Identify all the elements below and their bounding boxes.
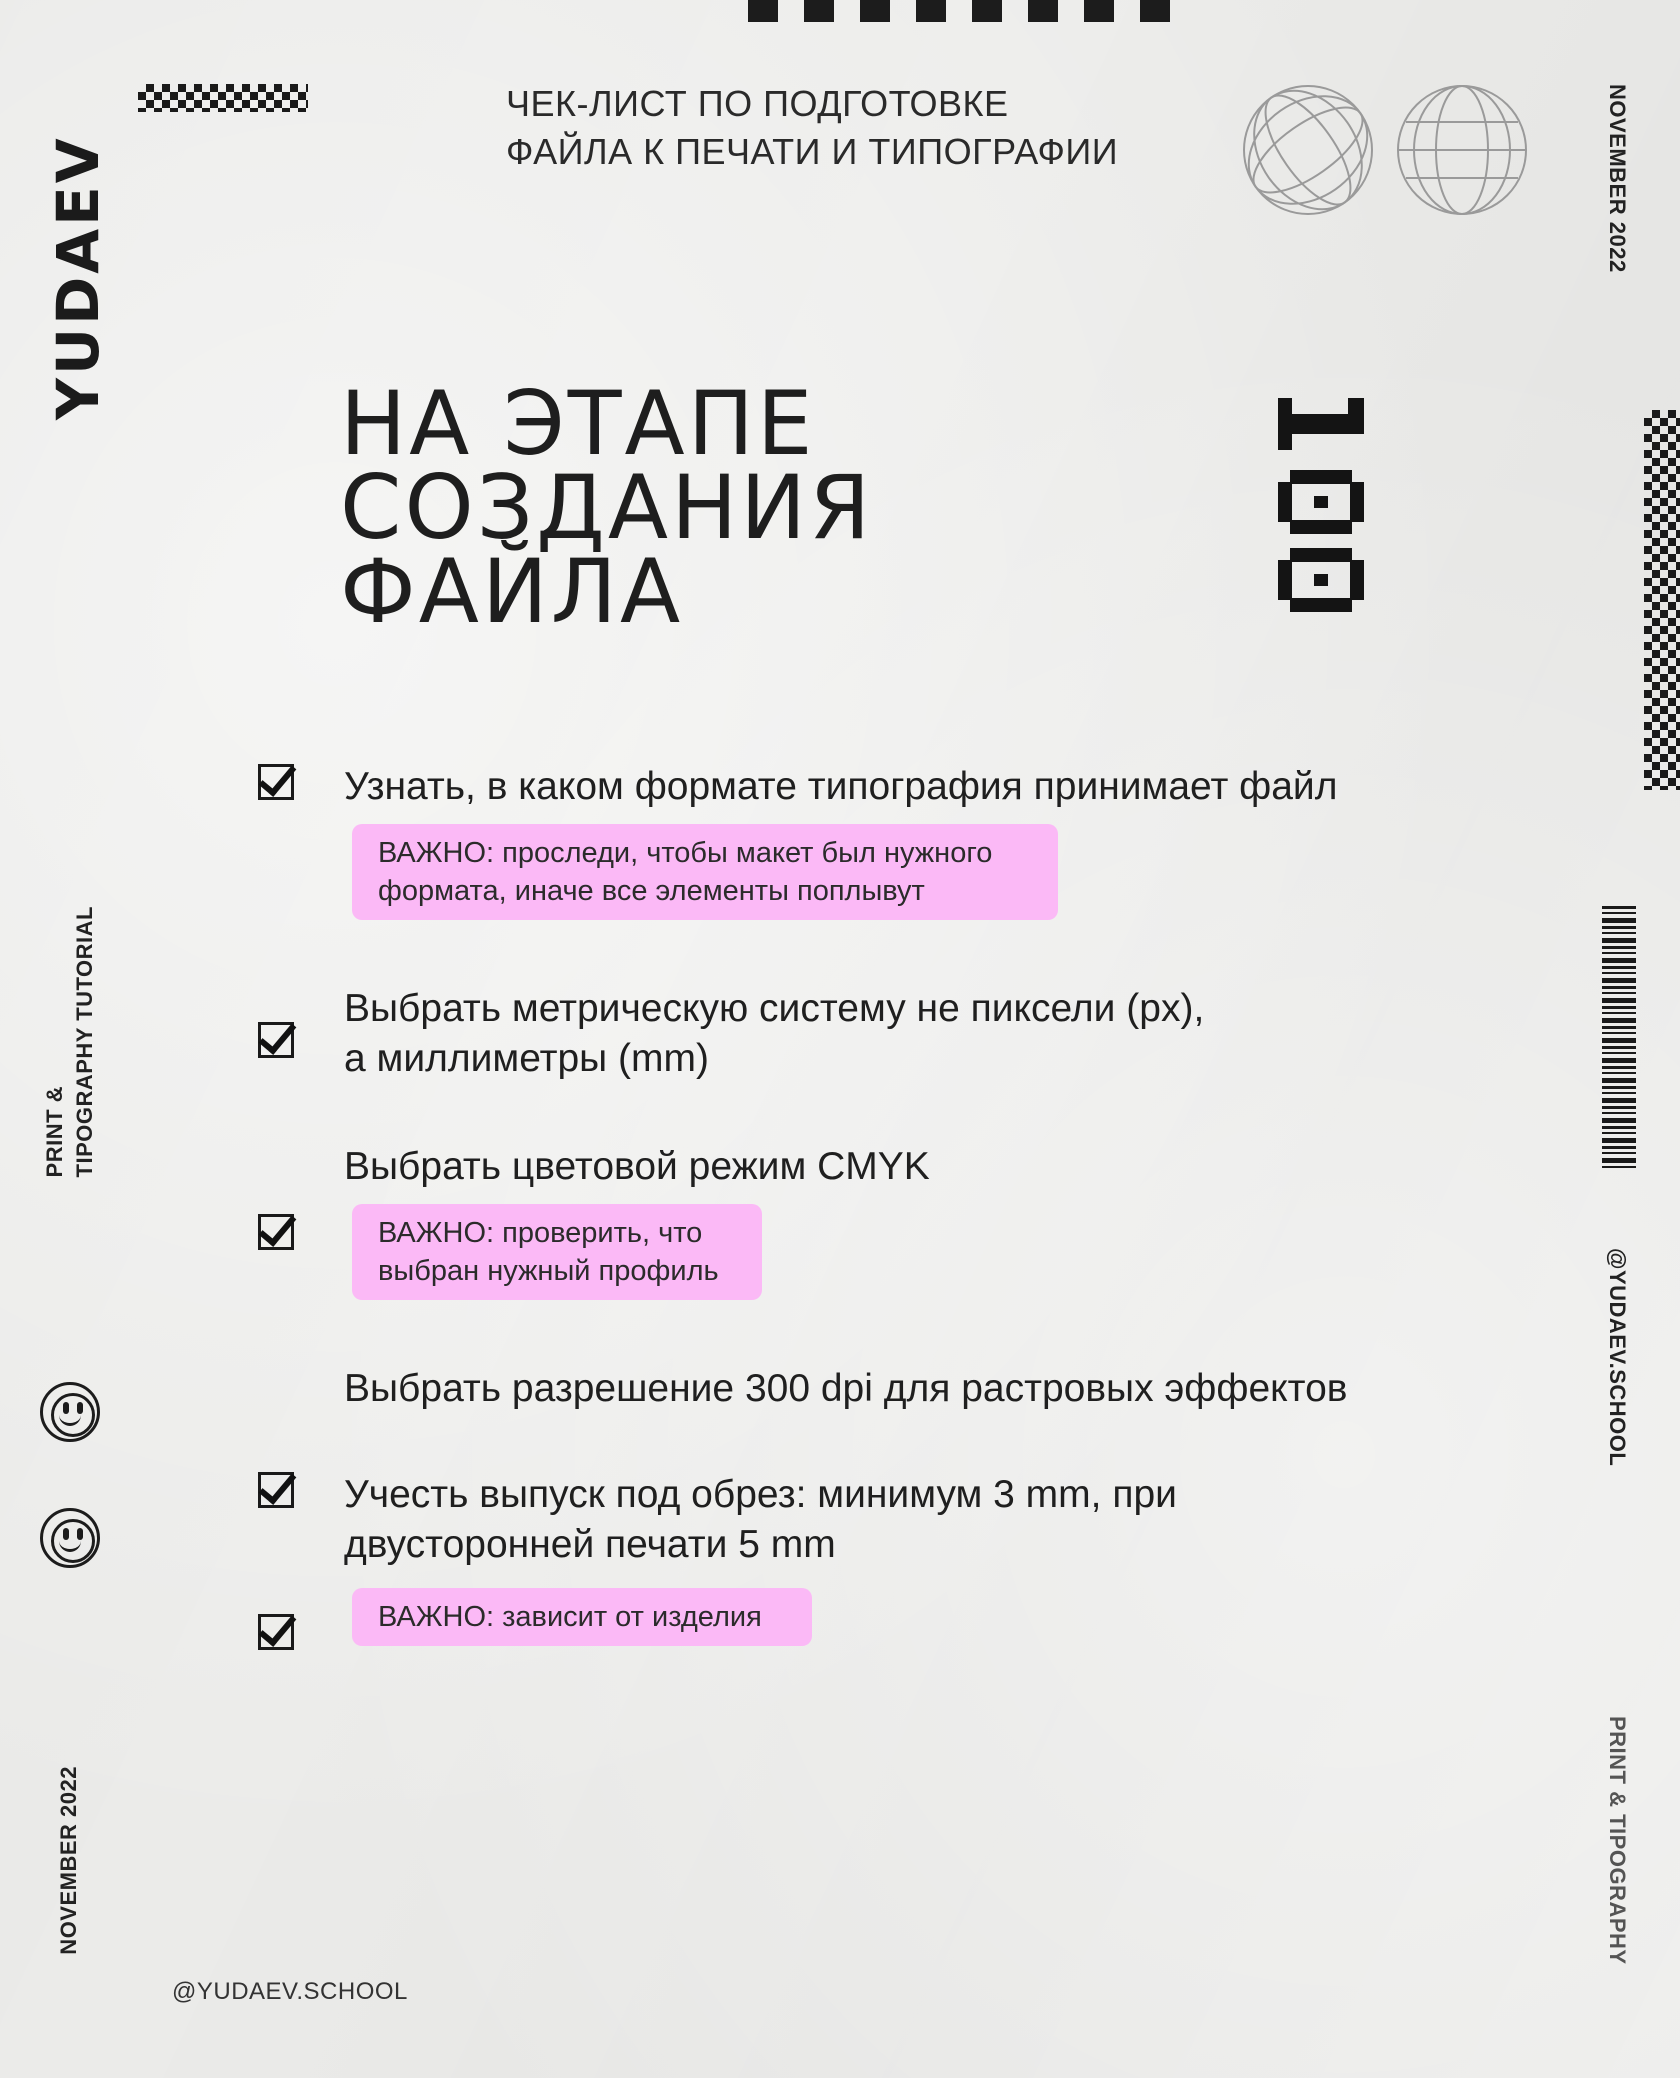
subtitle-line-1: ЧЕК-ЛИСТ ПО ПОДГОТОВКЕ xyxy=(506,83,1009,124)
checklist-item xyxy=(344,762,1337,812)
checker-column xyxy=(1644,410,1680,790)
note-line: ВАЖНО: проследи, чтобы макет был нужного xyxy=(378,837,993,869)
handle-right: @YUDAEV.SCHOOL xyxy=(1605,1248,1630,1467)
date-label-right: NOVEMBER 2022 xyxy=(1605,84,1630,273)
checkbox-icon[interactable] xyxy=(258,1614,294,1650)
note-line: формата, иначе все элементы поплывут xyxy=(378,875,925,907)
checkbox-icon[interactable] xyxy=(258,1022,294,1058)
checklist-item xyxy=(344,1142,930,1192)
pixel-digit-1 xyxy=(1278,392,1364,456)
heading-line-2: СОЗДАНИЯ xyxy=(340,456,874,559)
barcode xyxy=(1602,906,1636,1168)
smiley-icon xyxy=(40,1508,100,1568)
item-text-line: а миллиметры (mm) xyxy=(344,1037,709,1080)
checklist-item xyxy=(344,1470,1177,1570)
item-text-line: Выбрать цветовой режим CMYK xyxy=(344,1145,930,1188)
pixel-digit-0 xyxy=(1278,470,1364,534)
section-heading xyxy=(340,372,874,643)
important-note xyxy=(352,824,1058,920)
subtitle-line-2: ФАЙЛА К ПЕЧАТИ И ТИПОГРАФИИ xyxy=(506,131,1119,172)
heading-line-1: НА ЭТАПЕ xyxy=(340,372,816,475)
item-text-line: двусторонней печати 5 mm xyxy=(344,1523,836,1566)
note-line: выбран нужный профиль xyxy=(378,1255,719,1287)
item-text-line: Узнать, в каком формате типография принимает файл xyxy=(344,765,1338,808)
item-text-line: Выбрать разрешение 300 dpi для растровых эффектов xyxy=(344,1367,1348,1410)
print-label-line-2: TIPOGRAPHY TUTORIAL xyxy=(72,906,97,1178)
note-line: ВАЖНО: зависит от изделия xyxy=(378,1601,762,1633)
print-tutorial-label xyxy=(40,906,100,1177)
checklist-item xyxy=(344,984,1204,1084)
item-text-line: Учесть выпуск под обрез: минимум 3 mm, при xyxy=(344,1473,1177,1516)
checkbox-icon[interactable] xyxy=(258,1472,294,1508)
smiley-icon xyxy=(40,1382,100,1442)
item-text-line: Выбрать метрическую систему не пиксели (px), xyxy=(344,987,1205,1030)
print-label-line-1: PRINT & xyxy=(42,1085,67,1178)
checkbox-icon[interactable] xyxy=(258,764,294,800)
checklist-item xyxy=(344,1364,1348,1414)
note-line: ВАЖНО: проверить, что xyxy=(378,1217,703,1249)
brand-logo: YUDAEV xyxy=(44,135,112,420)
checkbox-icon[interactable] xyxy=(258,1214,294,1250)
print-label-right: PRINT & TIPOGRAPHY xyxy=(1605,1716,1630,1965)
heading-line-3: ФАЙЛА xyxy=(340,540,684,643)
important-note xyxy=(352,1204,762,1300)
section-number xyxy=(1278,392,1364,612)
important-note xyxy=(352,1588,812,1646)
handle-bottom: @YUDAEV.SCHOOL xyxy=(172,1978,408,2005)
date-label-left: NOVEMBER 2022 xyxy=(56,1766,81,1955)
pixel-digit-0 xyxy=(1278,548,1364,612)
